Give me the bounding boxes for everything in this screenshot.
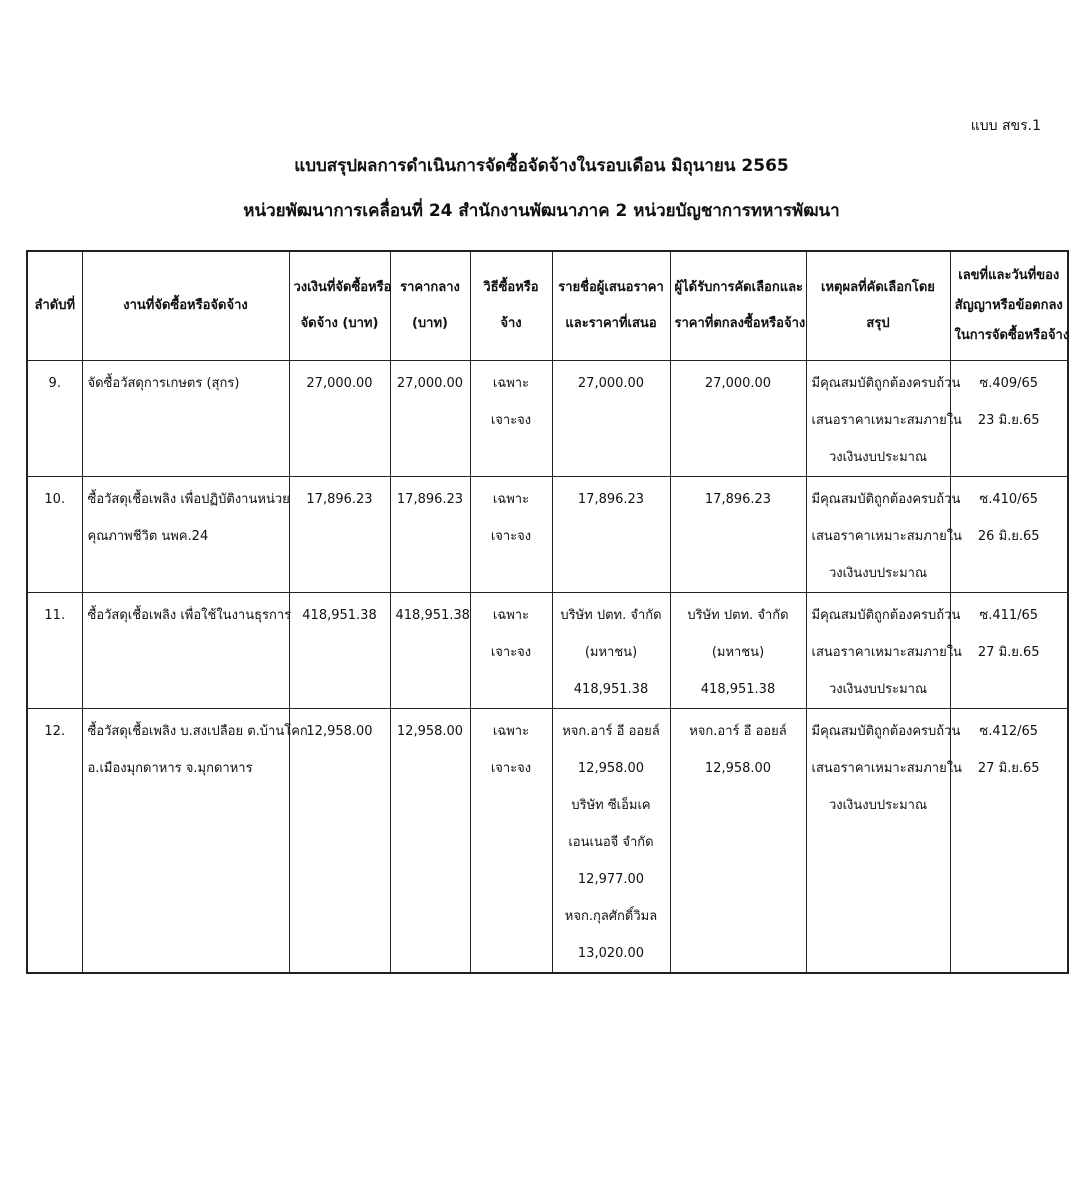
cell-median-price: 17,896.23 — [390, 477, 470, 593]
cell-median-price: 12,958.00 — [390, 709, 470, 974]
cell-median-price: 27,000.00 — [390, 361, 470, 477]
cell-bidders: หจก.อาร์ อี ออยล์ 12,958.00 บริษัท ซีเอ็มเค เอนเนอจี จำกัด 12,977.00 หจก.กุลศักดิ์วิมล 13,020.00 — [552, 709, 670, 974]
header-work: งานที่จัดซื้อหรือจัดจ้าง — [82, 251, 289, 361]
header-bidders: รายชื่อผู้เสนอราคา และราคาที่เสนอ — [552, 251, 670, 361]
cell-bidders: บริษัท ปตท. จำกัด (มหาชน) 418,951.38 — [552, 593, 670, 709]
cell-no: 12. — [27, 709, 82, 974]
header-method: วิธีซื้อหรือจ้าง — [470, 251, 552, 361]
cell-method: เฉพาะเจาะจง — [470, 593, 552, 709]
table-row — [27, 477, 1068, 593]
report-title: แบบสรุปผลการดำเนินการจัดซื้อจัดจ้างในรอบเดือน มิถุนายน 2565 — [294, 156, 789, 176]
cell-no: 9. — [27, 361, 82, 477]
cell-method: เฉพาะเจาะจง — [470, 361, 552, 477]
cell-selected: 17,896.23 — [670, 477, 806, 593]
cell-selected: หจก.อาร์ อี ออยล์ 12,958.00 — [670, 709, 806, 974]
procurement-table — [26, 250, 1069, 974]
table-header-row — [27, 251, 1068, 361]
cell-reason: มีคุณสมบัติถูกต้องครบถ้วน เสนอราคาเหมาะสมภายใน วงเงินงบประมาณ — [806, 361, 950, 477]
cell-reason: มีคุณสมบัติถูกต้องครบถ้วน เสนอราคาเหมาะสมภายใน วงเงินงบประมาณ — [806, 593, 950, 709]
cell-work: ซื้อวัสดุเชื้อเพลิง เพื่อปฏิบัติงานหน่วย คุณภาพชีวิต นพค.24 — [82, 477, 289, 593]
cell-selected: บริษัท ปตท. จำกัด (มหาชน) 418,951.38 — [670, 593, 806, 709]
header-reason: เหตุผลที่คัดเลือกโดยสรุป — [806, 251, 950, 361]
table-row — [27, 709, 1068, 974]
cell-contract: ซ.411/65 27 มิ.ย.65 — [950, 593, 1068, 709]
cell-work: ซื้อวัสดุเชื้อเพลิง เพื่อใช้ในงานธุรการ — [82, 593, 289, 709]
header-contract: เลขที่และวันที่ของ สัญญาหรือข้อตกลง ในการจัดซื้อหรือจ้าง — [950, 251, 1068, 361]
form-code: แบบ สขร.1 — [970, 118, 1041, 134]
header-selected: ผู้ได้รับการคัดเลือกและ ราคาที่ตกลงซื้อหรือจ้าง — [670, 251, 806, 361]
cell-budget: 12,958.00 — [289, 709, 390, 974]
table-row — [27, 361, 1068, 477]
cell-contract: ซ.410/65 26 มิ.ย.65 — [950, 477, 1068, 593]
cell-work: ซื้อวัสดุเชื้อเพลิง บ.สงเปลือย ต.บ้านโคก อ.เมืองมุกดาหาร จ.มุกดาหาร — [82, 709, 289, 974]
table-row — [27, 593, 1068, 709]
cell-budget: 27,000.00 — [289, 361, 390, 477]
cell-work: จัดซื้อวัสดุการเกษตร (สุกร) — [82, 361, 289, 477]
cell-no: 10. — [27, 477, 82, 593]
cell-contract: ซ.409/65 23 มิ.ย.65 — [950, 361, 1068, 477]
cell-reason: มีคุณสมบัติถูกต้องครบถ้วน เสนอราคาเหมาะสมภายใน วงเงินงบประมาณ — [806, 709, 950, 974]
header-median-price: ราคากลาง (บาท) — [390, 251, 470, 361]
cell-selected: 27,000.00 — [670, 361, 806, 477]
report-subtitle: หน่วยพัฒนาการเคลื่อนที่ 24 สำนักงานพัฒนาภาค 2 หน่วยบัญชาการทหารพัฒนา — [243, 201, 840, 221]
cell-method: เฉพาะเจาะจง — [470, 709, 552, 974]
cell-bidders: 17,896.23 — [552, 477, 670, 593]
cell-budget: 17,896.23 — [289, 477, 390, 593]
cell-method: เฉพาะเจาะจง — [470, 477, 552, 593]
header-no: ลำดับที่ — [27, 251, 82, 361]
cell-contract: ซ.412/65 27 มิ.ย.65 — [950, 709, 1068, 974]
cell-budget: 418,951.38 — [289, 593, 390, 709]
header-budget: วงเงินที่จัดซื้อหรือ จัดจ้าง (บาท) — [289, 251, 390, 361]
cell-no: 11. — [27, 593, 82, 709]
cell-bidders: 27,000.00 — [552, 361, 670, 477]
cell-median-price: 418,951.38 — [390, 593, 470, 709]
cell-reason: มีคุณสมบัติถูกต้องครบถ้วน เสนอราคาเหมาะสมภายใน วงเงินงบประมาณ — [806, 477, 950, 593]
